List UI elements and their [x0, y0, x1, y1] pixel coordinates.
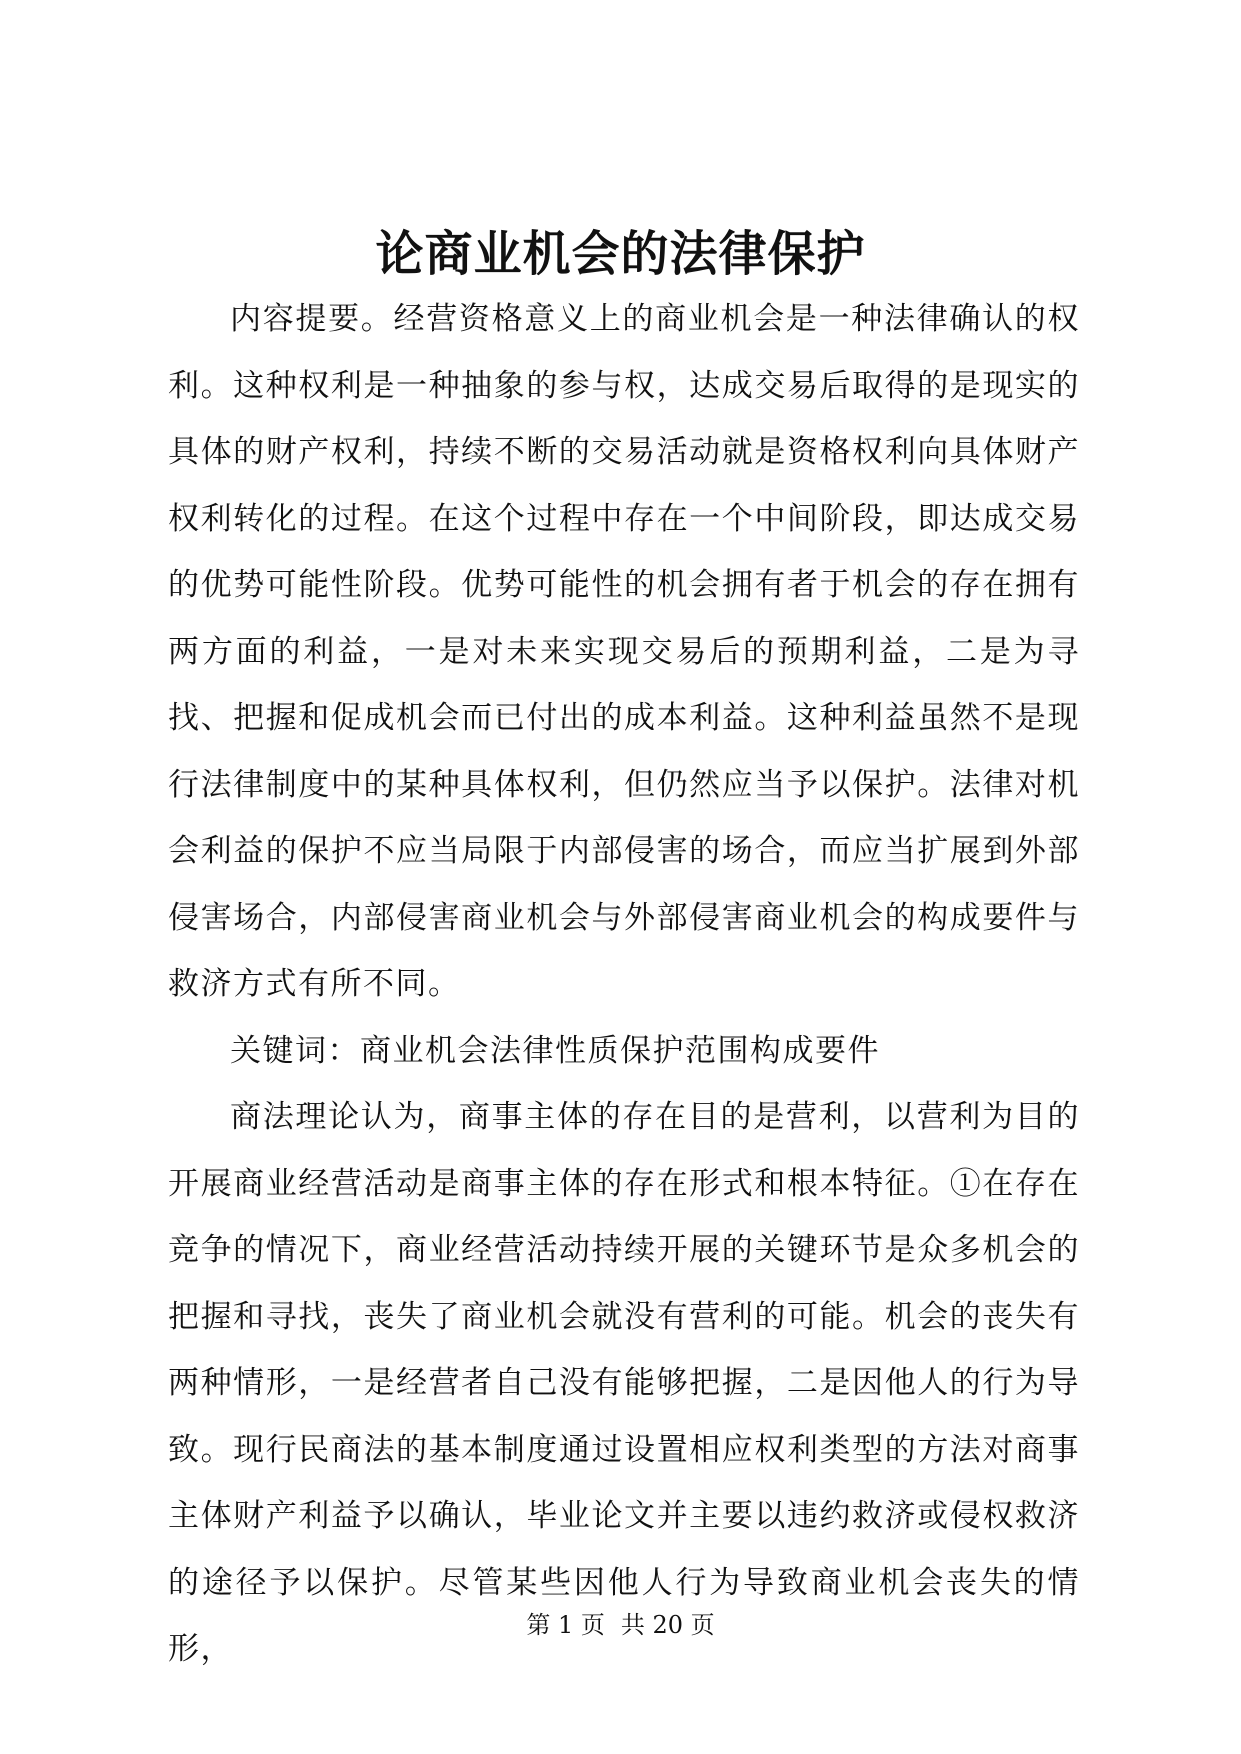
page-footer: [0, 1610, 1241, 1640]
abstract-paragraph: 内容提要。经营资格意义上的商业机会是一种法律确认的权利。这种权利是一种抽象的参与权，达成交易后取得的是现实的具体的财产权利，持续不断的交易活动就是资格权利向具体财产权利转化的过程。在这个过程中存在一个中间阶段，即达成交易的优势可能性阶段。优势可能性的机会拥有者于机会的存在拥有两方面的利益，一是对未来实现交易后的预期利益，二是为寻找、把握和促成机会而已付出的成本利益。这种利益虽然不是现行法律制度中的某种具体权利，但仍然应当予以保护。法律对机会利益的保护不应当局限于内部侵害的场合，而应当扩展到外部侵害场合，内部侵害商业机会与外部侵害商业机会的构成要件与救济方式有所不同。: [168, 301, 1080, 1002]
document-title: 论商业机会的法律保护: [375, 226, 866, 282]
keywords-paragraph: 关键词：商业机会法律性质保护范围构成要件: [230, 1032, 880, 1069]
page-number: 第 1 页: [526, 1611, 605, 1639]
body-paragraph: 商法理论认为，商事主体的存在目的是营利，以营利为目的开展商业经营活动是商事主体的存在形式和根本特征。①在存在竞争的情况下，商业经营活动持续开展的关键环节是众多机会的把握和寻找，丧失了商业机会就没有营利的可能。机会的丧失有两种情形，一是经营者自己没有能够把握，二是因他人的行为导致。现行民商法的基本制度通过设置相应权利类型的方法对商事主体财产利益予以确认，毕业论文并主要以违约救济或侵权救济的途径予以保护。尽管某些因他人行为导致商业机会丧失的情形，: [168, 1099, 1080, 1667]
document-body: [168, 286, 1080, 1683]
page-total: 共 20 页: [620, 1611, 715, 1639]
